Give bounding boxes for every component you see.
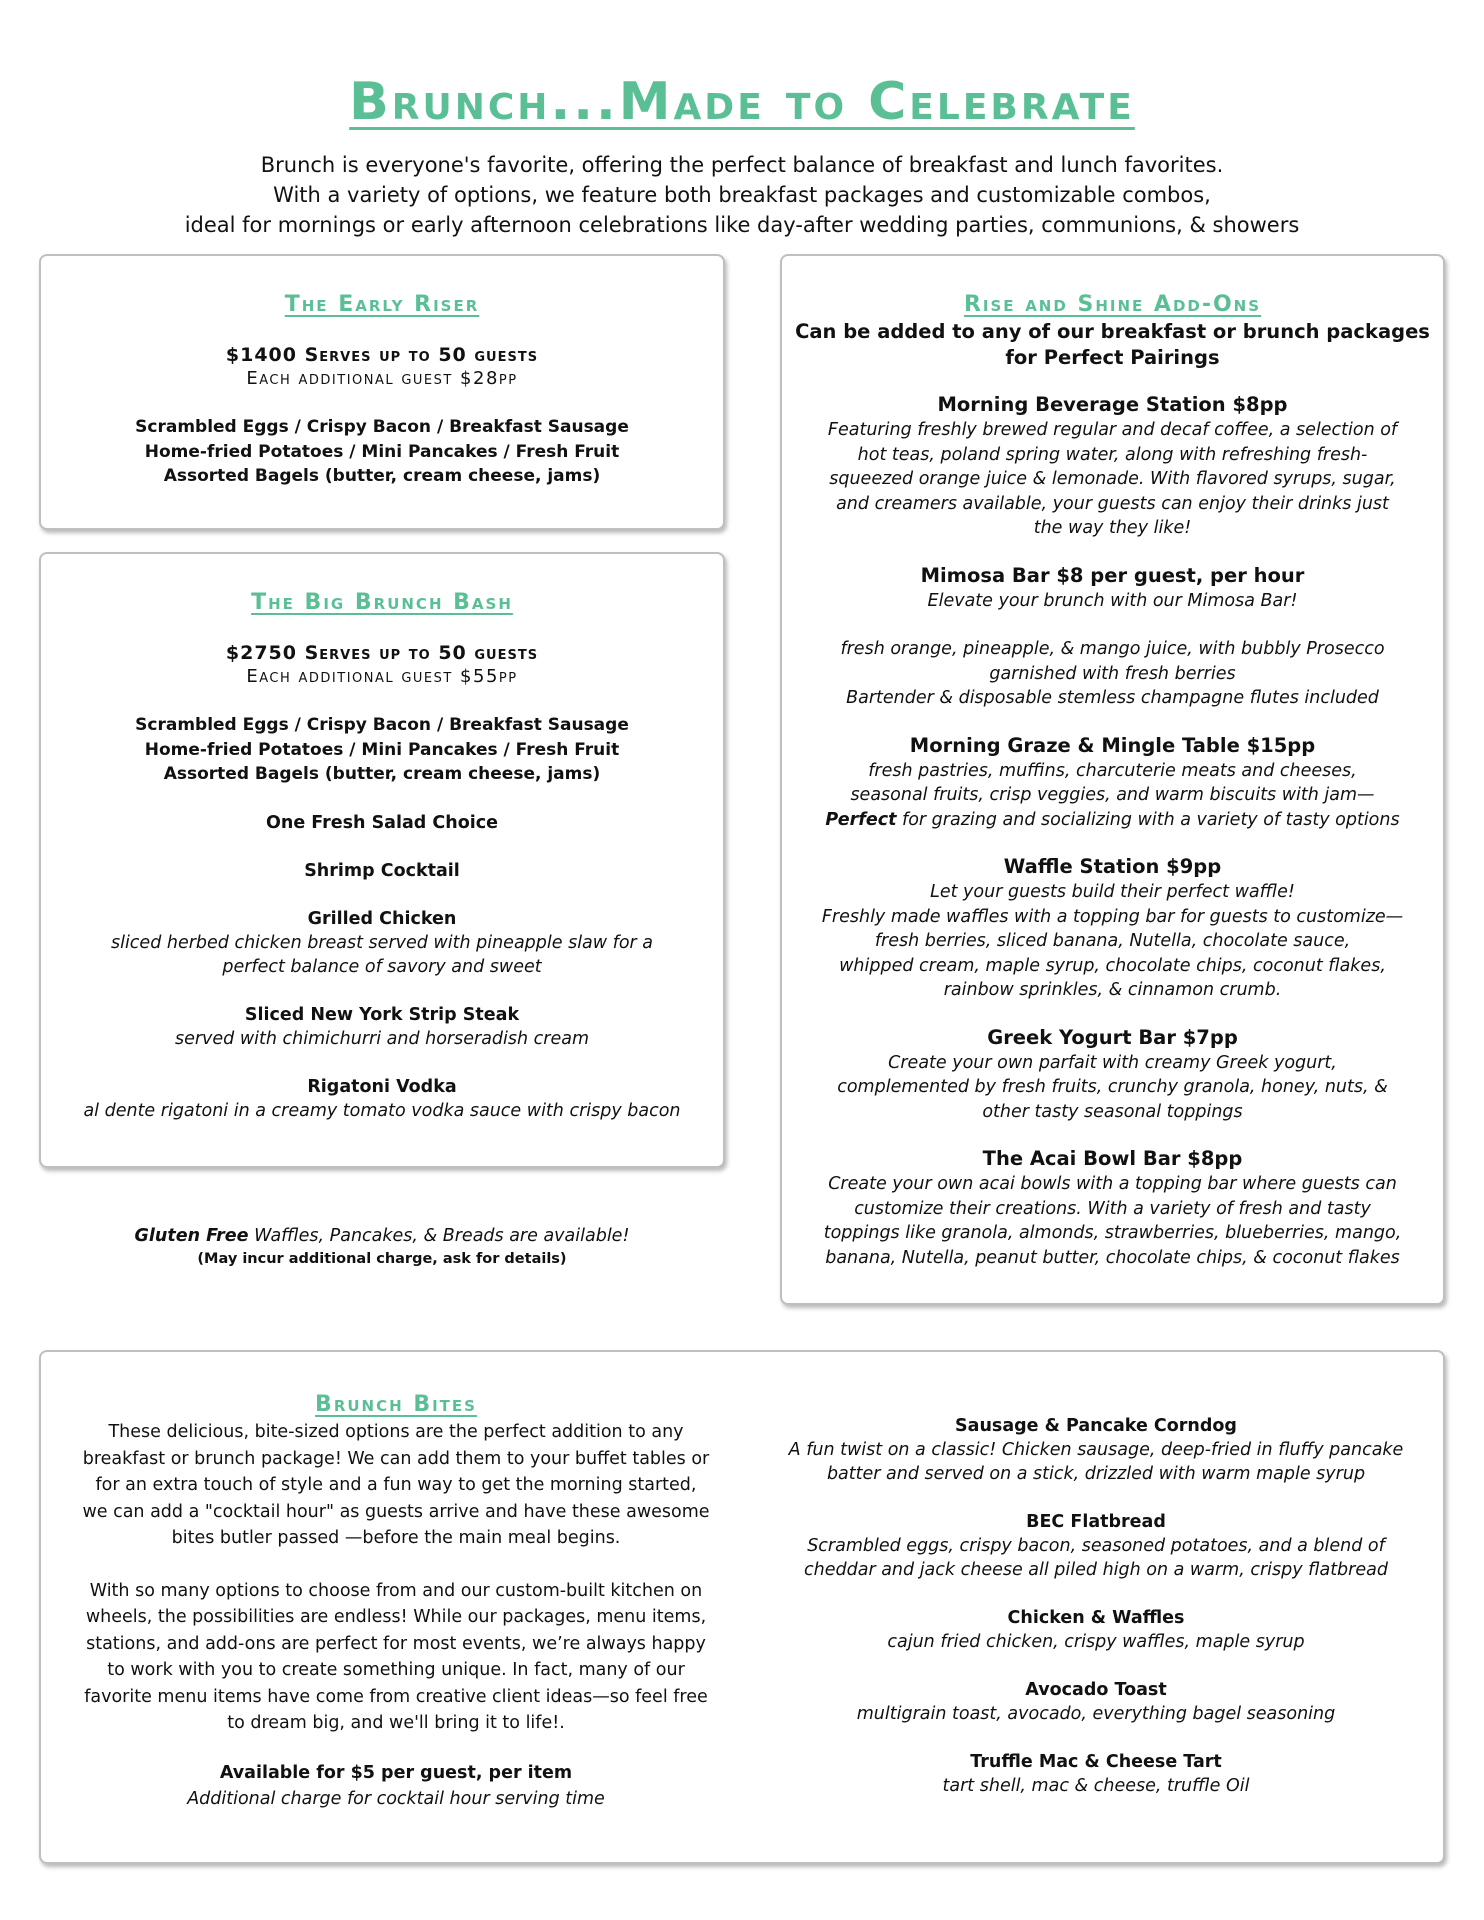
para-line: stations, and add-ons are perfect for most events, we’re always happy	[86, 1633, 706, 1654]
menu-item: Home-fried Potatoes / Mini Pancakes / Fresh Fruit	[144, 739, 620, 760]
bites-price: Available for $5 per guest, per item	[219, 1762, 573, 1783]
bite-desc: cheddar and jack cheese all piled high on a warm, crispy flatbread	[804, 1560, 1388, 1580]
desc-line: garnished with fresh berries	[989, 663, 1236, 684]
bites-right-column	[756, 1414, 1436, 1798]
intro-line: Brunch is everyone's favorite, offering the perfect balance of breakfast and lunch favorites.	[260, 153, 1224, 177]
desc-line: hot teas, poland spring water, along with refreshing fresh-	[857, 444, 1368, 465]
desc-line: the way they like!	[1033, 518, 1192, 538]
bites-custom-paragraph	[41, 1578, 751, 1737]
desc-line: toppings like granola, almonds, strawberries, blueberries, mango,	[823, 1223, 1402, 1243]
para-line: wheels, the possibilities are endless! While our packages, menu items,	[85, 1607, 707, 1627]
bite-name: Sausage & Pancake Corndog	[955, 1416, 1237, 1436]
desc-line: Freshly made waffles with a topping bar for guests to customize—	[821, 906, 1404, 927]
salad-choice: One Fresh Salad Choice	[265, 812, 498, 833]
beverage-station-desc	[782, 418, 1443, 541]
desc-line: fresh berries, sliced banana, Nutella, chocolate sauce,	[874, 931, 1351, 951]
para-line: to work with you to create something unique. In fact, many of our	[107, 1660, 685, 1680]
intro-text	[0, 150, 1484, 240]
addons-subtitle-line: for Perfect Pairings	[1005, 345, 1220, 369]
para-line: These delicious, bite-sized options are the perfect addition to any	[108, 1422, 684, 1442]
grilled-chicken-desc: sliced herbed chicken breast served with pineapple slaw for a	[110, 932, 654, 953]
menu-item: Assorted Bagels (butter, cream cheese, jams)	[163, 764, 601, 784]
acai-bar-desc	[782, 1172, 1443, 1270]
yogurt-bar-name: Greek Yogurt Bar $7pp	[987, 1025, 1238, 1049]
big-brunch-card	[39, 552, 725, 1168]
para-line: we can add a "cocktail hour" as guests arrive and have these awesome	[82, 1501, 710, 1522]
desc-line: rainbow sprinkles, & cinnamon crumb.	[943, 980, 1282, 1000]
desc-line: fresh orange, pineapple, & mango juice, with bubbly Prosecco	[840, 639, 1385, 659]
acai-bar-name: The Acai Bowl Bar $8pp	[982, 1147, 1243, 1170]
shrimp-cocktail: Shrimp Cocktail	[304, 860, 460, 881]
bite-desc: cajun fried chicken, crispy waffles, maple syrup	[887, 1632, 1305, 1652]
bites-price-note: Additional charge for cocktail hour serving time	[187, 1788, 605, 1809]
mimosa-bar-tagline: Elevate your brunch with our Mimosa Bar!	[927, 590, 1298, 611]
waffle-station-name: Waffle Station $9pp	[1003, 855, 1222, 878]
early-riser-title: The Early Riser	[284, 292, 480, 317]
page-title: Brunch...Made to Celebrate	[349, 72, 1135, 132]
intro-line: With a variety of options, we feature both breakfast packages and customizable combos,	[273, 183, 1211, 207]
bites-intro-paragraph	[41, 1419, 751, 1552]
bite-desc: tart shell, mac & cheese, truffle Oil	[942, 1776, 1250, 1796]
early-riser-additional: Each additional guest $28pp	[246, 368, 518, 389]
desc-line: Featuring freshly brewed regular and decaf coffee, a selection of	[827, 420, 1398, 440]
grilled-chicken-name: Grilled Chicken	[307, 908, 457, 929]
gluten-free-bold: Gluten Free	[134, 1226, 249, 1246]
rigatoni-name: Rigatoni Vodka	[307, 1076, 457, 1097]
grilled-chicken-desc: perfect balance of savory and sweet	[222, 956, 542, 977]
bite-name: Chicken & Waffles	[1007, 1608, 1185, 1628]
steak-name: Sliced New York Strip Steak	[244, 1004, 520, 1025]
big-brunch-additional: Each additional guest $55pp	[246, 666, 518, 687]
desc-line: Bartender & disposable stemless champagne flutes included	[846, 688, 1379, 708]
bite-name: BEC Flatbread	[1026, 1512, 1166, 1532]
intro-line: ideal for mornings or early afternoon celebrations like day-after wedding parties, communions, & showers	[184, 213, 1300, 237]
graze-bold: Perfect	[825, 809, 897, 830]
menu-item: Assorted Bagels (butter, cream cheese, jams)	[163, 466, 601, 486]
addons-subtitle-line: Can be added to any of our breakfast or brunch packages	[795, 320, 1430, 343]
para-line: for an extra touch of style and a fun way to get the morning started,	[95, 1475, 697, 1495]
menu-item: Home-fried Potatoes / Mini Pancakes / Fresh Fruit	[144, 441, 620, 462]
desc-line: Create your own parfait with creamy Greek yogurt,	[888, 1052, 1337, 1073]
desc-line: complemented by fresh fruits, crunchy granola, honey, nuts, &	[837, 1077, 1388, 1097]
desc-line: fresh pastries, muffins, charcuterie meats and cheeses,	[868, 760, 1357, 781]
graze-table-desc	[782, 759, 1443, 833]
menu-item: Scrambled Eggs / Crispy Bacon / Breakfast Sausage	[135, 417, 629, 437]
menu-item: Scrambled Eggs / Crispy Bacon / Breakfast Sausage	[135, 715, 629, 735]
bite-desc: batter and served on a stick, drizzled with warm maple syrup	[826, 1464, 1366, 1484]
addons-card	[780, 254, 1445, 1305]
para-line: favorite menu items have come from creative client ideas—so feel free	[84, 1686, 708, 1707]
para-line: With so many options to choose from and our custom-built kitchen on	[89, 1580, 703, 1601]
mimosa-bar-name: Mimosa Bar $8 per guest, per hour	[920, 563, 1305, 587]
early-riser-card	[39, 254, 725, 530]
bites-left-column	[41, 1392, 751, 1811]
para-line: breakfast or brunch package! We can add them to your buffet tables or	[82, 1448, 710, 1469]
para-line: to dream big, and we'll bring it to life!.	[227, 1713, 565, 1733]
para-line: bites butler passed —before the main meal begins.	[171, 1528, 621, 1548]
rigatoni-desc: al dente rigatoni in a creamy tomato vodka sauce with crispy bacon	[83, 1100, 681, 1121]
beverage-station-name: Morning Beverage Station $8pp	[937, 393, 1288, 416]
gluten-free-rest: Waffles, Pancakes, & Breads are available!	[248, 1226, 630, 1246]
desc-line: and creamers available, your guests can enjoy their drinks just	[836, 493, 1389, 514]
desc-line: Create your own acai bowls with a topping bar where guests can	[828, 1174, 1397, 1194]
graze-rest: for grazing and socializing with a variety of tasty options	[896, 809, 1400, 830]
yogurt-bar-desc	[782, 1051, 1443, 1125]
desc-line: squeezed orange juice & lemonade. With flavored syrups, sugar,	[829, 469, 1396, 489]
bite-name: Avocado Toast	[1025, 1680, 1167, 1700]
desc-line: whipped cream, maple syrup, chocolate chips, coconut flakes,	[839, 955, 1386, 976]
early-riser-price: $1400 Serves up to 50 guests	[225, 344, 539, 366]
early-riser-items	[41, 415, 723, 489]
big-brunch-title: The Big Brunch Bash	[251, 590, 513, 615]
mimosa-bar-desc	[782, 637, 1443, 711]
big-brunch-price: $2750 Serves up to 50 guests	[225, 642, 539, 664]
desc-line: other tasty seasonal toppings	[982, 1101, 1243, 1122]
brunch-bites-card	[39, 1350, 1445, 1864]
addons-title: Rise and Shine Add-Ons	[963, 292, 1262, 317]
desc-line: banana, Nutella, peanut butter, chocolate chips, & coconut flakes	[825, 1247, 1400, 1268]
graze-table-name: Morning Graze & Mingle Table $15pp	[909, 733, 1316, 757]
bite-desc: A fun twist on a classic! Chicken sausage, deep-fried in fluffy pancake	[788, 1440, 1404, 1460]
big-brunch-items	[41, 713, 723, 787]
bites-title: Brunch Bites	[315, 1392, 477, 1417]
desc-line: seasonal fruits, crisp veggies, and warm biscuits with jam—	[850, 785, 1375, 805]
desc-line	[782, 808, 1443, 833]
waffle-station-desc	[782, 880, 1443, 1003]
gluten-free-note	[39, 1224, 725, 1270]
bite-desc: multigrain toast, avocado, everything bagel seasoning	[856, 1704, 1336, 1724]
bite-name: Truffle Mac & Cheese Tart	[970, 1752, 1222, 1772]
desc-line: Let your guests build their perfect waffle!	[930, 882, 1295, 902]
gluten-free-line	[39, 1224, 725, 1248]
bite-desc: Scrambled eggs, crispy bacon, seasoned potatoes, and a blend of	[807, 1536, 1385, 1556]
steak-desc: served with chimichurri and horseradish cream	[174, 1028, 590, 1049]
desc-line: customize their creations. With a variety of fresh and tasty	[854, 1198, 1371, 1219]
addons-subtitle	[782, 319, 1443, 370]
gluten-free-disclaimer: (May incur additional charge, ask for details)	[197, 1251, 567, 1267]
